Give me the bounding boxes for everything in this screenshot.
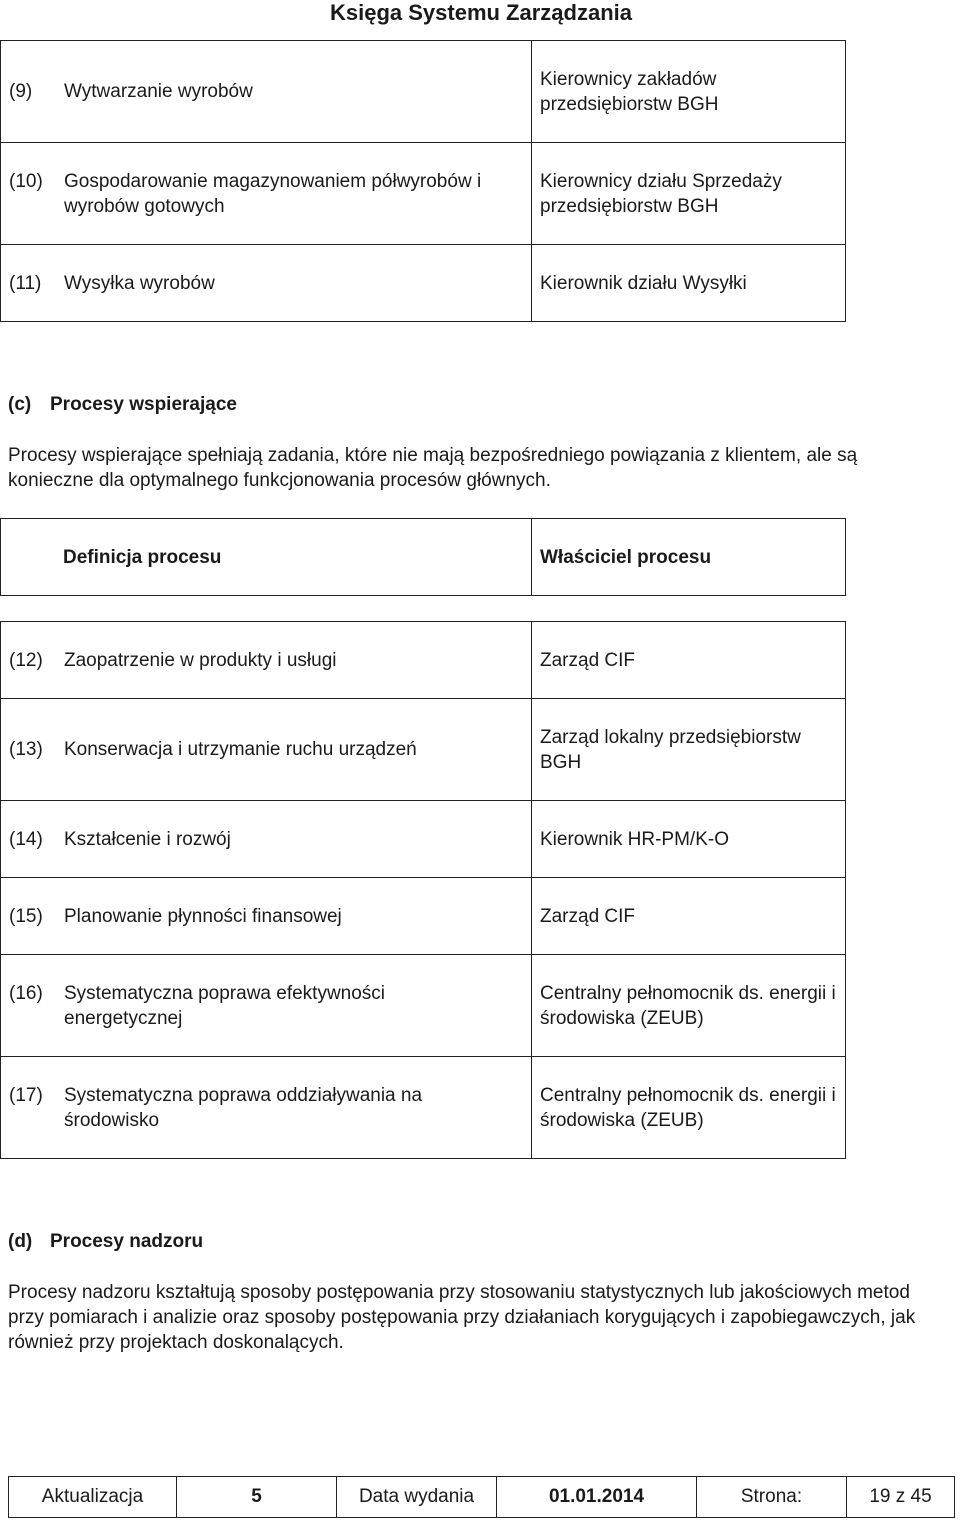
table-row [1,955,846,1057]
process-number: (17) [9,1084,43,1106]
page-footer [8,1476,955,1518]
section-paragraph-support: Procesy wspierające spełniają zadania, które nie mają bezpośredniego powiązania z klientem, ale są konieczne dla optymalnego funkcjonowania procesów głównych. [8,445,858,491]
process-number: (9) [9,81,33,102]
process-definition-cell [1,41,532,143]
process-owner: Zarząd CIF [532,622,846,699]
process-number: (12) [9,649,43,671]
process-definition-cell [1,1057,532,1159]
process-owner: Kierownik działu Wysyłki [532,245,846,322]
process-definition: Systematyczna poprawa oddziaływania na środowisko [64,1084,423,1131]
process-definition: Konserwacja i utrzymanie ruchu urządzeń [64,739,417,760]
process-definition: Wytwarzanie wyrobów [64,81,253,102]
process-definition: Planowanie płynności finansowej [64,905,342,927]
process-definition-cell [1,245,532,322]
table-row [1,699,846,801]
process-owner: Kierownicy zakładów przedsiębiorstw BGH [532,41,846,143]
footer-update-value: 5 [177,1477,337,1518]
document-title: Księga Systemu Zarządzania [329,0,632,25]
column-header-owner: Właściciel procesu [532,519,846,596]
process-owner: Centralny pełnomocnik ds. energii i środowiska (ZEUB) [532,1057,846,1159]
process-definition-cell [1,622,532,699]
footer-page-label: Strona: [697,1477,847,1518]
footer-page-value: 19 z 45 [847,1477,955,1518]
process-definition-cell [1,801,532,878]
table-row [1,245,846,322]
section-heading-support [8,392,237,417]
table-row [1,143,846,245]
process-definition: Zaopatrzenie w produkty i usługi [64,649,337,671]
process-definition-cell [1,878,532,955]
table-row [1,622,846,699]
process-owner: Centralny pełnomocnik ds. energii i środowiska (ZEUB) [532,955,846,1057]
column-header-definition: Definicja procesu [1,519,532,596]
process-number: (10) [9,170,43,192]
process-number: (13) [9,739,43,760]
section-paragraph-supervision: Procesy nadzoru kształtują sposoby postępowania przy stosowaniu statystycznych lub jakościowych metod przy pomiarach i analizie oraz sposoby postępowania przy działaniach korygujących i zapobiegawczych, jak również przy projektach doskonalących. [8,1282,916,1353]
process-number: (14) [9,828,43,850]
table-header-row [1,519,846,596]
process-owner: Zarząd CIF [532,878,846,955]
table-row [1,1057,846,1159]
table-row [1,878,846,955]
footer-update-label: Aktualizacja [9,1477,177,1518]
process-definition: Kształcenie i rozwój [64,828,231,850]
section-title: Procesy wspierające [50,394,237,415]
footer-date-value: 01.01.2014 [497,1477,697,1518]
process-table-main [0,40,846,322]
process-definition: Wysyłka wyrobów [64,272,215,294]
footer-date-label: Data wydania [337,1477,497,1518]
process-definition: Systematyczna poprawa efektywności energetycznej [64,982,386,1029]
process-definition-cell [1,955,532,1057]
section-title: Procesy nadzoru [50,1231,204,1252]
process-table-support [0,621,846,1159]
process-definition-cell [1,699,532,801]
table-row [1,41,846,143]
section-label: (d) [8,1231,33,1252]
process-number: (11) [9,272,42,294]
process-owner: Kierownik HR-PM/K-O [532,801,846,878]
process-number: (16) [9,982,43,1004]
process-definition-cell [1,143,532,245]
process-owner: Kierownicy działu Sprzedaży przedsiębiorstw BGH [532,143,846,245]
process-table-header [0,518,846,596]
process-number: (15) [9,905,43,927]
section-heading-supervision [8,1229,203,1254]
table-row [1,801,846,878]
section-label: (c) [8,394,32,415]
process-owner: Zarząd lokalny przedsiębiorstw BGH [532,699,846,801]
process-definition: Gospodarowanie magazynowaniem półwyrobów i wyrobów gotowych [64,170,482,217]
